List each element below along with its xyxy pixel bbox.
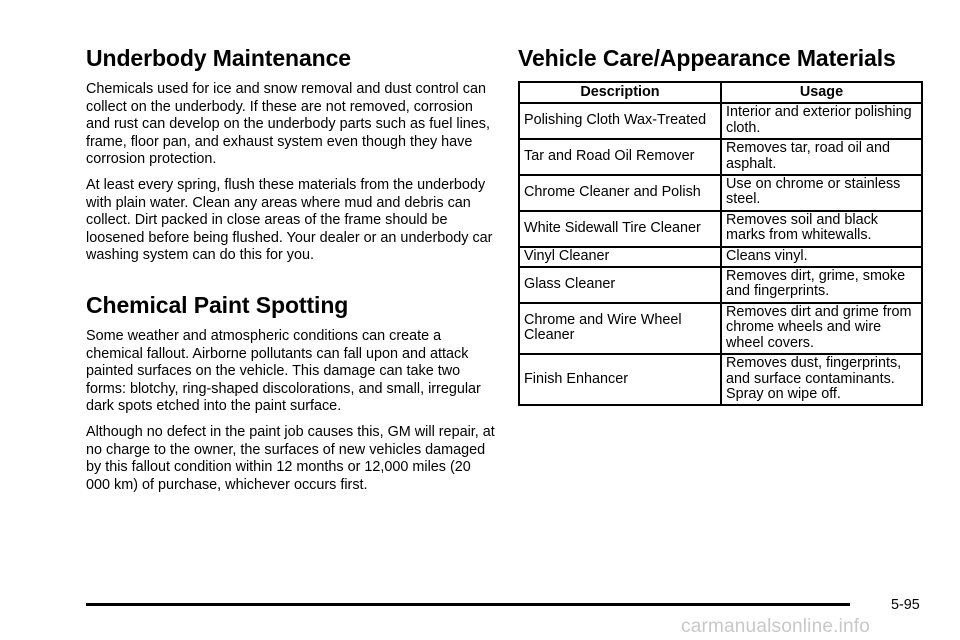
row-description: Chrome and Wire Wheel Cleaner <box>519 303 721 354</box>
table-row <box>519 354 922 405</box>
row-description: Vinyl Cleaner <box>519 247 721 267</box>
table-row <box>519 139 922 175</box>
row-usage: Use on chrome or stainless steel. <box>721 175 922 211</box>
row-usage: Removes tar, road oil and asphalt. <box>721 139 922 175</box>
left-column <box>86 44 496 502</box>
row-description: Tar and Road Oil Remover <box>519 139 721 175</box>
table-header-row <box>519 82 922 103</box>
chemical-paint-spotting-heading: Chemical Paint Spotting <box>86 291 349 318</box>
underbody-paragraph-1: Chemicals used for ice and snow removal and dust control can collect on the underbody. If these are not removed, corrosion and rust can develop on the underbody parts such as fuel lines, frame, floor pan, and exhaust system even though they have corrosion protection. <box>86 81 490 168</box>
row-description: White Sidewall Tire Cleaner <box>519 211 721 247</box>
row-description: Chrome Cleaner and Polish <box>519 175 721 211</box>
table-row <box>519 211 922 247</box>
row-usage: Interior and exterior polishing cloth. <box>721 103 922 139</box>
table-row <box>519 267 922 303</box>
row-usage: Removes soil and black marks from whitewalls. <box>721 211 922 247</box>
right-column <box>518 44 924 406</box>
underbody-maintenance-heading: Underbody Maintenance <box>86 45 351 71</box>
header-description: Description <box>519 82 721 103</box>
table-row <box>519 175 922 211</box>
row-usage: Cleans vinyl. <box>721 247 922 267</box>
paint-spotting-paragraph-2: Although no defect in the paint job causes this, GM will repair, at no charge to the owner, the surfaces of new vehicles damaged by this fallout condition within 12 months or 12,000 miles (20 000 km) of purchase, whichever occurs first. <box>86 423 495 493</box>
footer-rule <box>86 603 850 606</box>
row-usage: Removes dust, fingerprints, and surface contaminants. Spray on wipe off. <box>721 354 922 405</box>
row-usage: Removes dirt and grime from chrome wheels and wire wheel covers. <box>721 303 922 354</box>
paint-spotting-paragraph-1: Some weather and atmospheric conditions can create a chemical fallout. Airborne pollutants can fall upon and attack painted surfaces on the vehicle. This damage can take two forms: blotchy, ring-shaped discolorations, and small, irregular dark spots etched into the paint surface. <box>86 327 481 415</box>
table-row <box>519 103 922 139</box>
row-description: Glass Cleaner <box>519 267 721 303</box>
page-number: 5-95 <box>891 597 920 613</box>
header-usage: Usage <box>721 82 922 103</box>
care-materials-table <box>518 81 923 406</box>
row-description: Finish Enhancer <box>519 354 721 405</box>
table-row <box>519 247 922 267</box>
row-description: Polishing Cloth Wax-Treated <box>519 103 721 139</box>
row-usage: Removes dirt, grime, smoke and fingerprints. <box>721 267 922 303</box>
watermark: carmanualsonline.info <box>681 616 871 637</box>
table-row <box>519 303 922 354</box>
care-materials-heading: Vehicle Care/Appearance Materials <box>518 45 896 71</box>
underbody-paragraph-2: At least every spring, flush these materials from the underbody with plain water. Clean any areas where mud and debris can collect. Dirt packed in close areas of the frame should be loosened before being flushed. Your dealer or an underbody car washing system can do this for you. <box>86 176 493 264</box>
